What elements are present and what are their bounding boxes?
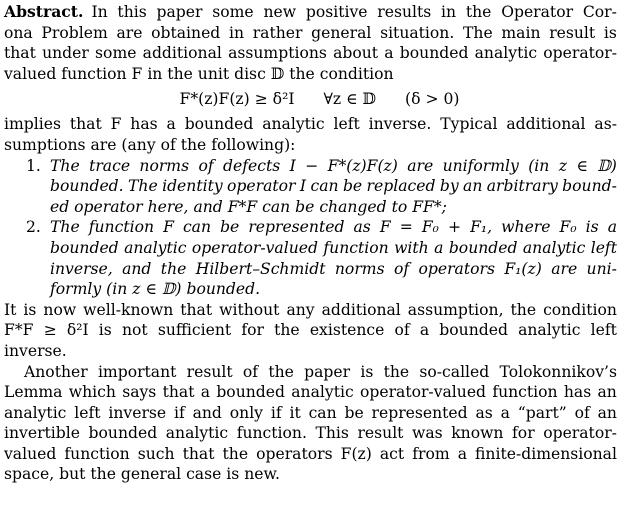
- word: operator-valued: [359, 383, 487, 402]
- word: operator-: [543, 424, 617, 443]
- word: operators: [256, 444, 333, 463]
- word: can: [182, 218, 212, 237]
- word: F: [163, 218, 174, 237]
- word: δ²I: [66, 321, 89, 340]
- word: Typical: [440, 115, 498, 134]
- word: as: [475, 403, 493, 422]
- word: bounded: [448, 238, 518, 257]
- word: a: [434, 238, 444, 257]
- text-line: inverse.: [4, 341, 67, 360]
- text-line: sumptions are (any of the following):: [4, 135, 296, 154]
- formula-condition: (δ > 0): [405, 90, 460, 109]
- word: are: [116, 23, 143, 42]
- word: be: [220, 218, 240, 237]
- word: The: [50, 218, 80, 237]
- word: function: [323, 238, 389, 257]
- word: that: [182, 444, 215, 463]
- word: well-known: [83, 300, 174, 319]
- word: a: [384, 44, 394, 63]
- word: is: [360, 362, 374, 381]
- word: assumption,: [407, 300, 504, 319]
- word: a: [166, 115, 176, 134]
- word: about: [333, 44, 379, 63]
- word: some: [212, 3, 254, 21]
- word: represented: [248, 218, 345, 237]
- word: inverse.: [368, 115, 432, 134]
- word: rather: [252, 23, 303, 42]
- word: analytic: [518, 321, 581, 340]
- word: In: [91, 3, 108, 21]
- text-line: [4, 403, 617, 424]
- word: I: [299, 177, 307, 196]
- word: of: [242, 362, 259, 381]
- list-item-2: [4, 217, 617, 299]
- list-item-number: 2.: [26, 218, 41, 237]
- word: paper: [156, 3, 203, 21]
- word: F(z): [340, 444, 372, 463]
- word: I: [289, 156, 296, 175]
- word: inverse,: [50, 259, 113, 278]
- word: some: [95, 44, 137, 63]
- display-formula: [4, 84, 617, 114]
- word: ∈: [576, 156, 588, 175]
- word: is: [603, 23, 617, 42]
- word: as-: [594, 115, 617, 134]
- word: Cor-: [582, 3, 617, 21]
- list-item-line: [50, 259, 617, 280]
- word: the: [510, 300, 537, 319]
- word: additional: [142, 44, 222, 63]
- word: sufficient: [157, 321, 232, 340]
- list-item-line: ed operator here, and F*F can be changed to FF*;: [50, 197, 447, 216]
- word: defects: [223, 156, 281, 175]
- word: implies: [4, 115, 61, 134]
- word: with: [394, 238, 429, 257]
- list-item-line: [50, 176, 617, 197]
- word: this: [117, 3, 147, 21]
- word: analytic: [124, 238, 187, 257]
- text-line: [4, 23, 617, 44]
- word: F*F: [4, 321, 34, 340]
- word: of: [394, 321, 410, 340]
- word: was: [412, 424, 443, 443]
- word: an: [597, 403, 617, 422]
- list-item-number: 1.: [26, 156, 41, 175]
- word: is: [23, 300, 37, 319]
- word: of: [574, 403, 590, 422]
- word: not: [121, 321, 148, 340]
- word: any: [286, 300, 315, 319]
- word: Another: [24, 362, 88, 381]
- word: bounded: [88, 424, 158, 443]
- word: Hilbert–Schmidt: [195, 259, 326, 278]
- word: bounded: [399, 44, 469, 63]
- word: F: [110, 115, 122, 134]
- word: for: [241, 321, 264, 340]
- word: (in: [528, 156, 550, 175]
- text-line: space, but the general case is new.: [4, 465, 280, 484]
- word: invertible: [4, 424, 80, 443]
- word: bounded.: [50, 177, 124, 196]
- word: bounded: [50, 238, 119, 257]
- word: only: [229, 403, 263, 422]
- word: F₁,: [470, 218, 493, 237]
- word: new: [263, 3, 297, 21]
- word: act: [379, 444, 405, 463]
- word: the: [222, 444, 249, 463]
- word: analytic: [165, 424, 229, 443]
- word: analytic: [474, 44, 538, 63]
- abstract-heading: Abstract.: [4, 2, 84, 21]
- list-item-line: [50, 217, 617, 238]
- word: has: [130, 115, 158, 134]
- word: in: [441, 3, 457, 21]
- word: arbitrary: [486, 177, 558, 196]
- word: analytic: [522, 238, 586, 257]
- word: if: [173, 403, 185, 422]
- word: existence: [309, 321, 385, 340]
- text-line: [4, 362, 617, 383]
- word: are: [551, 259, 578, 278]
- word: assumptions: [228, 44, 327, 63]
- list-item-line: [50, 238, 617, 259]
- word: important: [97, 362, 177, 381]
- word: bounded: [439, 321, 508, 340]
- word: result: [186, 362, 233, 381]
- word: −: [305, 156, 319, 175]
- word: result: [357, 424, 404, 443]
- word: represented: [371, 403, 468, 422]
- abstract-first-line: [4, 2, 617, 23]
- word: which: [68, 383, 116, 402]
- word: is: [98, 321, 112, 340]
- word: z: [558, 156, 567, 175]
- word: so-called: [419, 362, 490, 381]
- word: uni-: [586, 259, 617, 278]
- word: function: [64, 444, 130, 463]
- word: function.: [236, 424, 307, 443]
- word: it: [289, 403, 301, 422]
- word: result: [549, 23, 596, 42]
- word: This: [315, 424, 349, 443]
- list-item-line: formly (in z ∈ 𝔻) bounded.: [50, 280, 261, 299]
- word: obtained: [151, 23, 221, 42]
- word: inverse: [108, 403, 167, 422]
- word: F₀: [559, 218, 577, 237]
- text-line: [4, 300, 617, 321]
- word: such: [137, 444, 175, 463]
- formula-quantifier: ∀z ∈ 𝔻: [323, 90, 377, 109]
- word: under: [42, 44, 89, 63]
- word: now: [43, 300, 77, 319]
- word: are: [407, 156, 434, 175]
- word: of: [393, 259, 410, 278]
- word: bound-: [562, 177, 617, 196]
- word: for: [512, 424, 535, 443]
- word: ≥: [43, 321, 57, 340]
- text-line: [4, 423, 617, 444]
- word: left: [590, 238, 617, 257]
- word: and: [192, 403, 222, 422]
- word: trace: [89, 156, 131, 175]
- word: “part”: [517, 403, 567, 422]
- word: positive: [305, 3, 368, 21]
- word: a: [200, 383, 211, 402]
- text-line: [4, 320, 617, 341]
- word: +: [447, 218, 462, 237]
- word: The: [50, 156, 80, 175]
- word: analytic: [291, 383, 354, 402]
- word: Problem: [41, 23, 108, 42]
- word: bounded: [184, 115, 254, 134]
- word: be: [344, 403, 364, 422]
- word: from: [412, 444, 450, 463]
- word: if: [270, 403, 282, 422]
- word: operator: [227, 177, 296, 196]
- word: a: [500, 403, 510, 422]
- word: an: [597, 383, 617, 402]
- word: left: [74, 403, 101, 422]
- word: left: [333, 115, 360, 134]
- word: as: [353, 218, 371, 237]
- word: left: [590, 321, 617, 340]
- text-line: [4, 444, 617, 465]
- text-line: [91, 2, 617, 23]
- word: the: [268, 362, 294, 381]
- word: finite-dimensional: [475, 444, 617, 463]
- word: Operator: [501, 3, 574, 21]
- word: The: [128, 177, 158, 196]
- word: operator-: [543, 44, 617, 63]
- word: results: [377, 3, 432, 21]
- word: 𝔻): [597, 156, 617, 175]
- formula-inequality: F*(z)F(z) ≥ δ²I: [179, 90, 295, 109]
- word: can: [310, 177, 339, 196]
- list-item-1: [4, 156, 617, 218]
- word: a: [419, 321, 430, 340]
- word: the: [465, 3, 492, 21]
- word: analytic: [262, 115, 325, 134]
- word: where: [501, 218, 551, 237]
- word: paper: [304, 362, 351, 381]
- word: that: [162, 383, 195, 402]
- word: the: [160, 259, 187, 278]
- word: operator-valued: [191, 238, 318, 257]
- word: an: [463, 177, 483, 196]
- word: a: [457, 444, 467, 463]
- word: function: [492, 383, 558, 402]
- word: additional: [506, 115, 586, 134]
- word: additional: [321, 300, 401, 319]
- word: says: [122, 383, 157, 402]
- word: situation.: [380, 23, 455, 42]
- word: main: [501, 23, 541, 42]
- word: analytic: [4, 403, 67, 422]
- word: F*(z)F(z): [327, 156, 398, 175]
- word: uniformly: [442, 156, 519, 175]
- word: operators: [418, 259, 495, 278]
- word: that: [4, 44, 36, 63]
- word: the: [274, 321, 300, 340]
- text-line: [4, 382, 617, 403]
- word: bounded: [216, 383, 285, 402]
- word: can: [308, 403, 337, 422]
- word: F₀: [421, 218, 439, 237]
- word: norms: [139, 156, 190, 175]
- text-line: [4, 114, 617, 135]
- word: be: [342, 177, 363, 196]
- word: and: [122, 259, 152, 278]
- word: Tolokonnikov’s: [499, 362, 617, 381]
- word: F: [379, 218, 391, 237]
- word: a: [607, 218, 617, 237]
- word: ona: [4, 23, 33, 42]
- word: of: [198, 156, 214, 175]
- word: identity: [162, 177, 223, 196]
- word: is: [585, 218, 599, 237]
- word: Lemma: [4, 383, 63, 402]
- word: F₁(z): [504, 259, 542, 278]
- word: without: [219, 300, 280, 319]
- word: The: [463, 23, 493, 42]
- word: the: [383, 362, 410, 381]
- word: function: [88, 218, 155, 237]
- list-item-line: [50, 156, 617, 177]
- word: replaced: [366, 177, 436, 196]
- text-line: valued function F in the unit disc 𝔻 the condition: [4, 64, 394, 83]
- word: has: [563, 383, 592, 402]
- text-line: [4, 43, 617, 64]
- word: It: [4, 300, 17, 319]
- word: condition: [543, 300, 617, 319]
- word: norms: [334, 259, 385, 278]
- word: =: [399, 218, 413, 237]
- word: in: [228, 23, 245, 42]
- word: general: [311, 23, 372, 42]
- word: that: [69, 115, 102, 134]
- word: that: [180, 300, 213, 319]
- word: valued: [4, 444, 57, 463]
- word: known: [451, 424, 504, 443]
- word: by: [439, 177, 459, 196]
